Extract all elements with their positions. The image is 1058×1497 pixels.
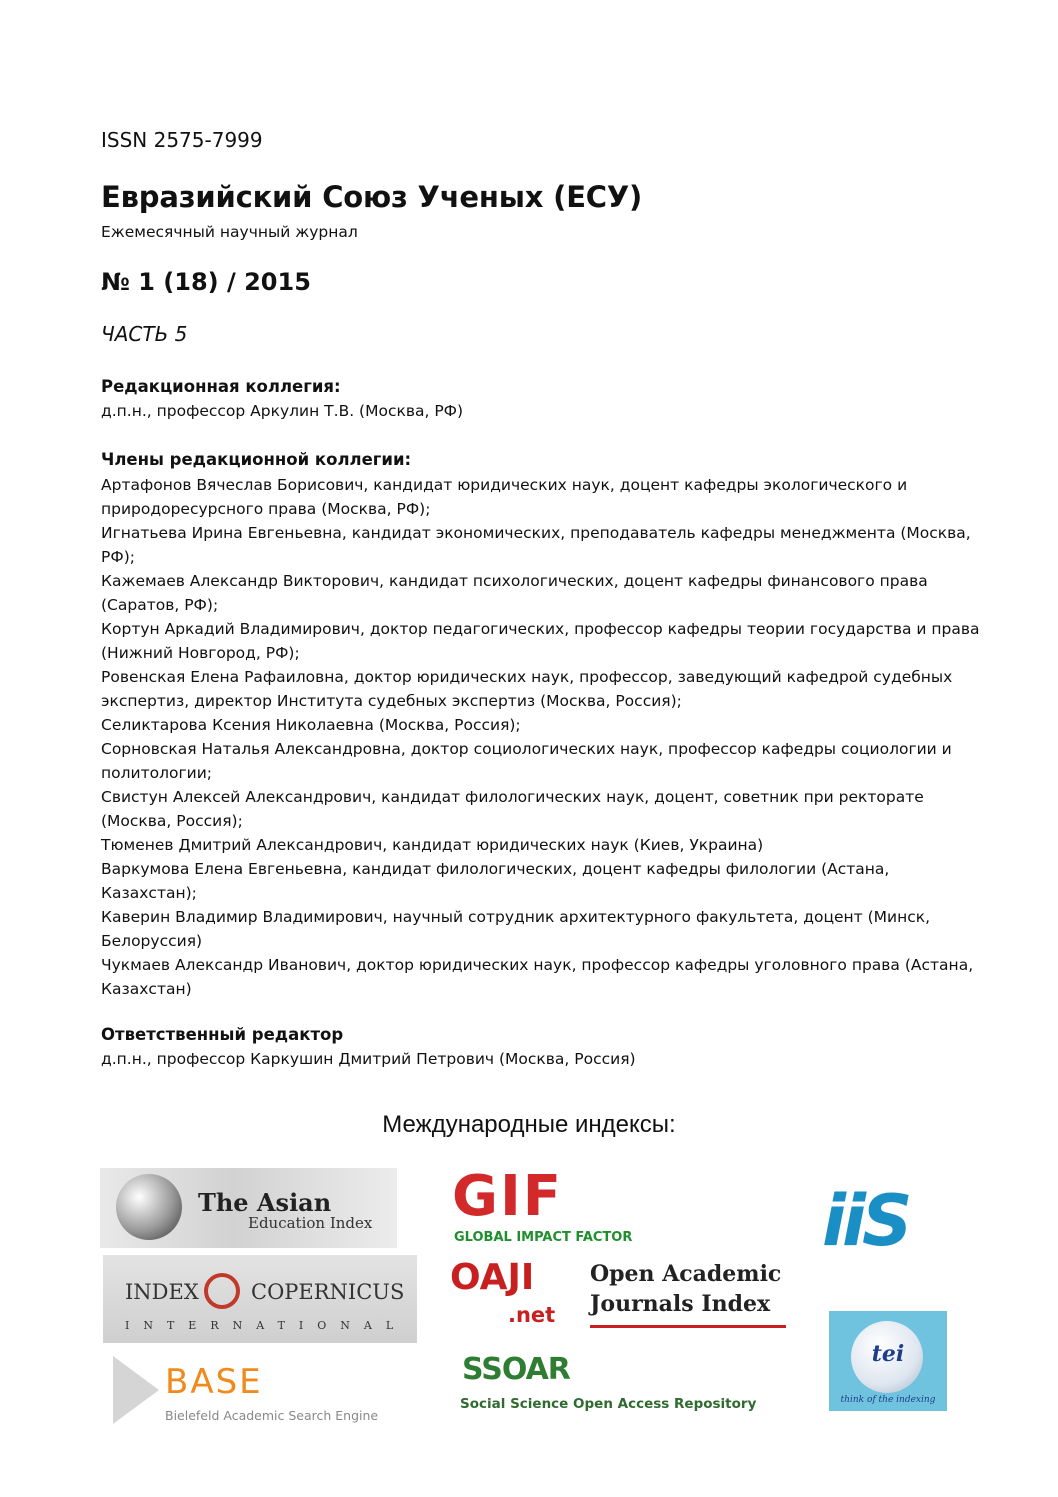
globe-icon [116,1174,182,1240]
members-list [101,473,981,1001]
logo-text: GIF [452,1172,564,1229]
indexes-heading: Международные индексы: [382,1111,676,1138]
logo-text: OAJI [450,1257,535,1298]
base-logo [103,1352,393,1430]
logo-text [590,1259,781,1319]
asian-education-index-logo [100,1168,397,1248]
logo-text: think of the indexing [840,1395,936,1405]
copernicus-emblem-icon [204,1273,240,1309]
list-item: Игнатьева Ирина Евгеньевна, кандидат экономических, преподаватель кафедры менеджмента (Москва, РФ); [101,524,971,566]
gif-logo [450,1172,690,1250]
list-item: Чукмаев Александр Иванович, доктор юридических наук, профессор кафедры уголовного права (Астана, Казахстан) [101,956,974,998]
board-chief: д.п.н., профессор Аркулин Т.В. (Москва, РФ) [101,402,464,420]
divider [590,1325,786,1328]
issue-number: № 1 (18) / 2015 [101,268,311,296]
iis-logo [822,1188,952,1268]
logo-text: INDEX [125,1280,199,1304]
logo-text: Social Science Open Access Repository [460,1396,757,1412]
list-item: Тюменев Дмитрий Александрович, кандидат юридических наук (Киев, Украина) [101,836,764,854]
logo-text: Journals Index [590,1291,771,1317]
editor-heading: Ответственный редактор [101,1025,344,1044]
list-item: Селиктарова Ксения Николаевна (Москва, Россия); [101,716,521,734]
logo-text: tei [871,1341,905,1367]
logo-text: iiS [822,1188,909,1262]
logo-text: SSOAR [462,1352,570,1387]
logo-text: .net [508,1303,556,1327]
logo-text: Open Academic [590,1261,782,1287]
list-item: Каверин Владимир Владимирович, научный сотрудник архитектурного факультета, доцент (Минск, Белоруссия) [101,908,931,950]
list-item: Сорновская Наталья Александровна, доктор социологических наук, профессор кафедры социологии и политологии; [101,740,952,782]
logo-text: INTERNATIONAL [125,1319,408,1332]
tei-logo [829,1311,947,1411]
logo-text: BASE [165,1362,263,1402]
logo-text: Bielefeld Academic Search Engine [165,1408,379,1423]
logo-text: Education Index [248,1214,373,1232]
board-heading: Редакционная коллегия: [101,377,341,396]
list-item: Кортун Аркадий Владимирович, доктор педагогических, профессор кафедры теории государства и права (Нижний Новгород, РФ); [101,620,980,662]
journal-subtitle: Ежемесячный научный журнал [101,223,358,241]
list-item: Варкумова Елена Евгеньевна, кандидат филологических, доцент кафедры филологии (Астана, Казахстан); [101,860,890,902]
list-item: Кажемаев Александр Викторович, кандидат психологических, доцент кафедры финансового права (Саратов, РФ); [101,572,928,614]
list-item: Артафонов Вячеслав Борисович, кандидат юридических наук, доцент кафедры экологического и природоресурсного права (Москва, РФ); [101,476,908,518]
editor-name: д.п.н., профессор Каркушин Дмитрий Петрович (Москва, Россия) [101,1050,636,1068]
chevron-icon [113,1356,159,1424]
list-item: Свистун Алексей Александрович, кандидат филологических наук, доцент, советник при ректорате (Москва, Россия); [101,788,924,830]
ssoar-logo [460,1352,760,1422]
issn: ISSN 2575-7999 [101,128,263,152]
list-item: Ровенская Елена Рафаиловна, доктор юридических наук, профессор, заведующий кафедрой судебных экспертиз, директор Института судебных экспертиз (Москва, Россия); [101,668,953,710]
logo-text: COPERNICUS [251,1280,405,1304]
part-label: ЧАСТЬ 5 [101,322,188,346]
journal-title: Евразийский Союз Ученых (ЕСУ) [101,180,643,214]
logo-text: GLOBAL IMPACT FACTOR [454,1230,633,1245]
logo-text: The Asian [198,1188,332,1217]
members-heading: Члены редакционной коллегии: [101,450,412,469]
index-copernicus-logo [103,1255,417,1343]
oaji-logo [450,1257,790,1335]
